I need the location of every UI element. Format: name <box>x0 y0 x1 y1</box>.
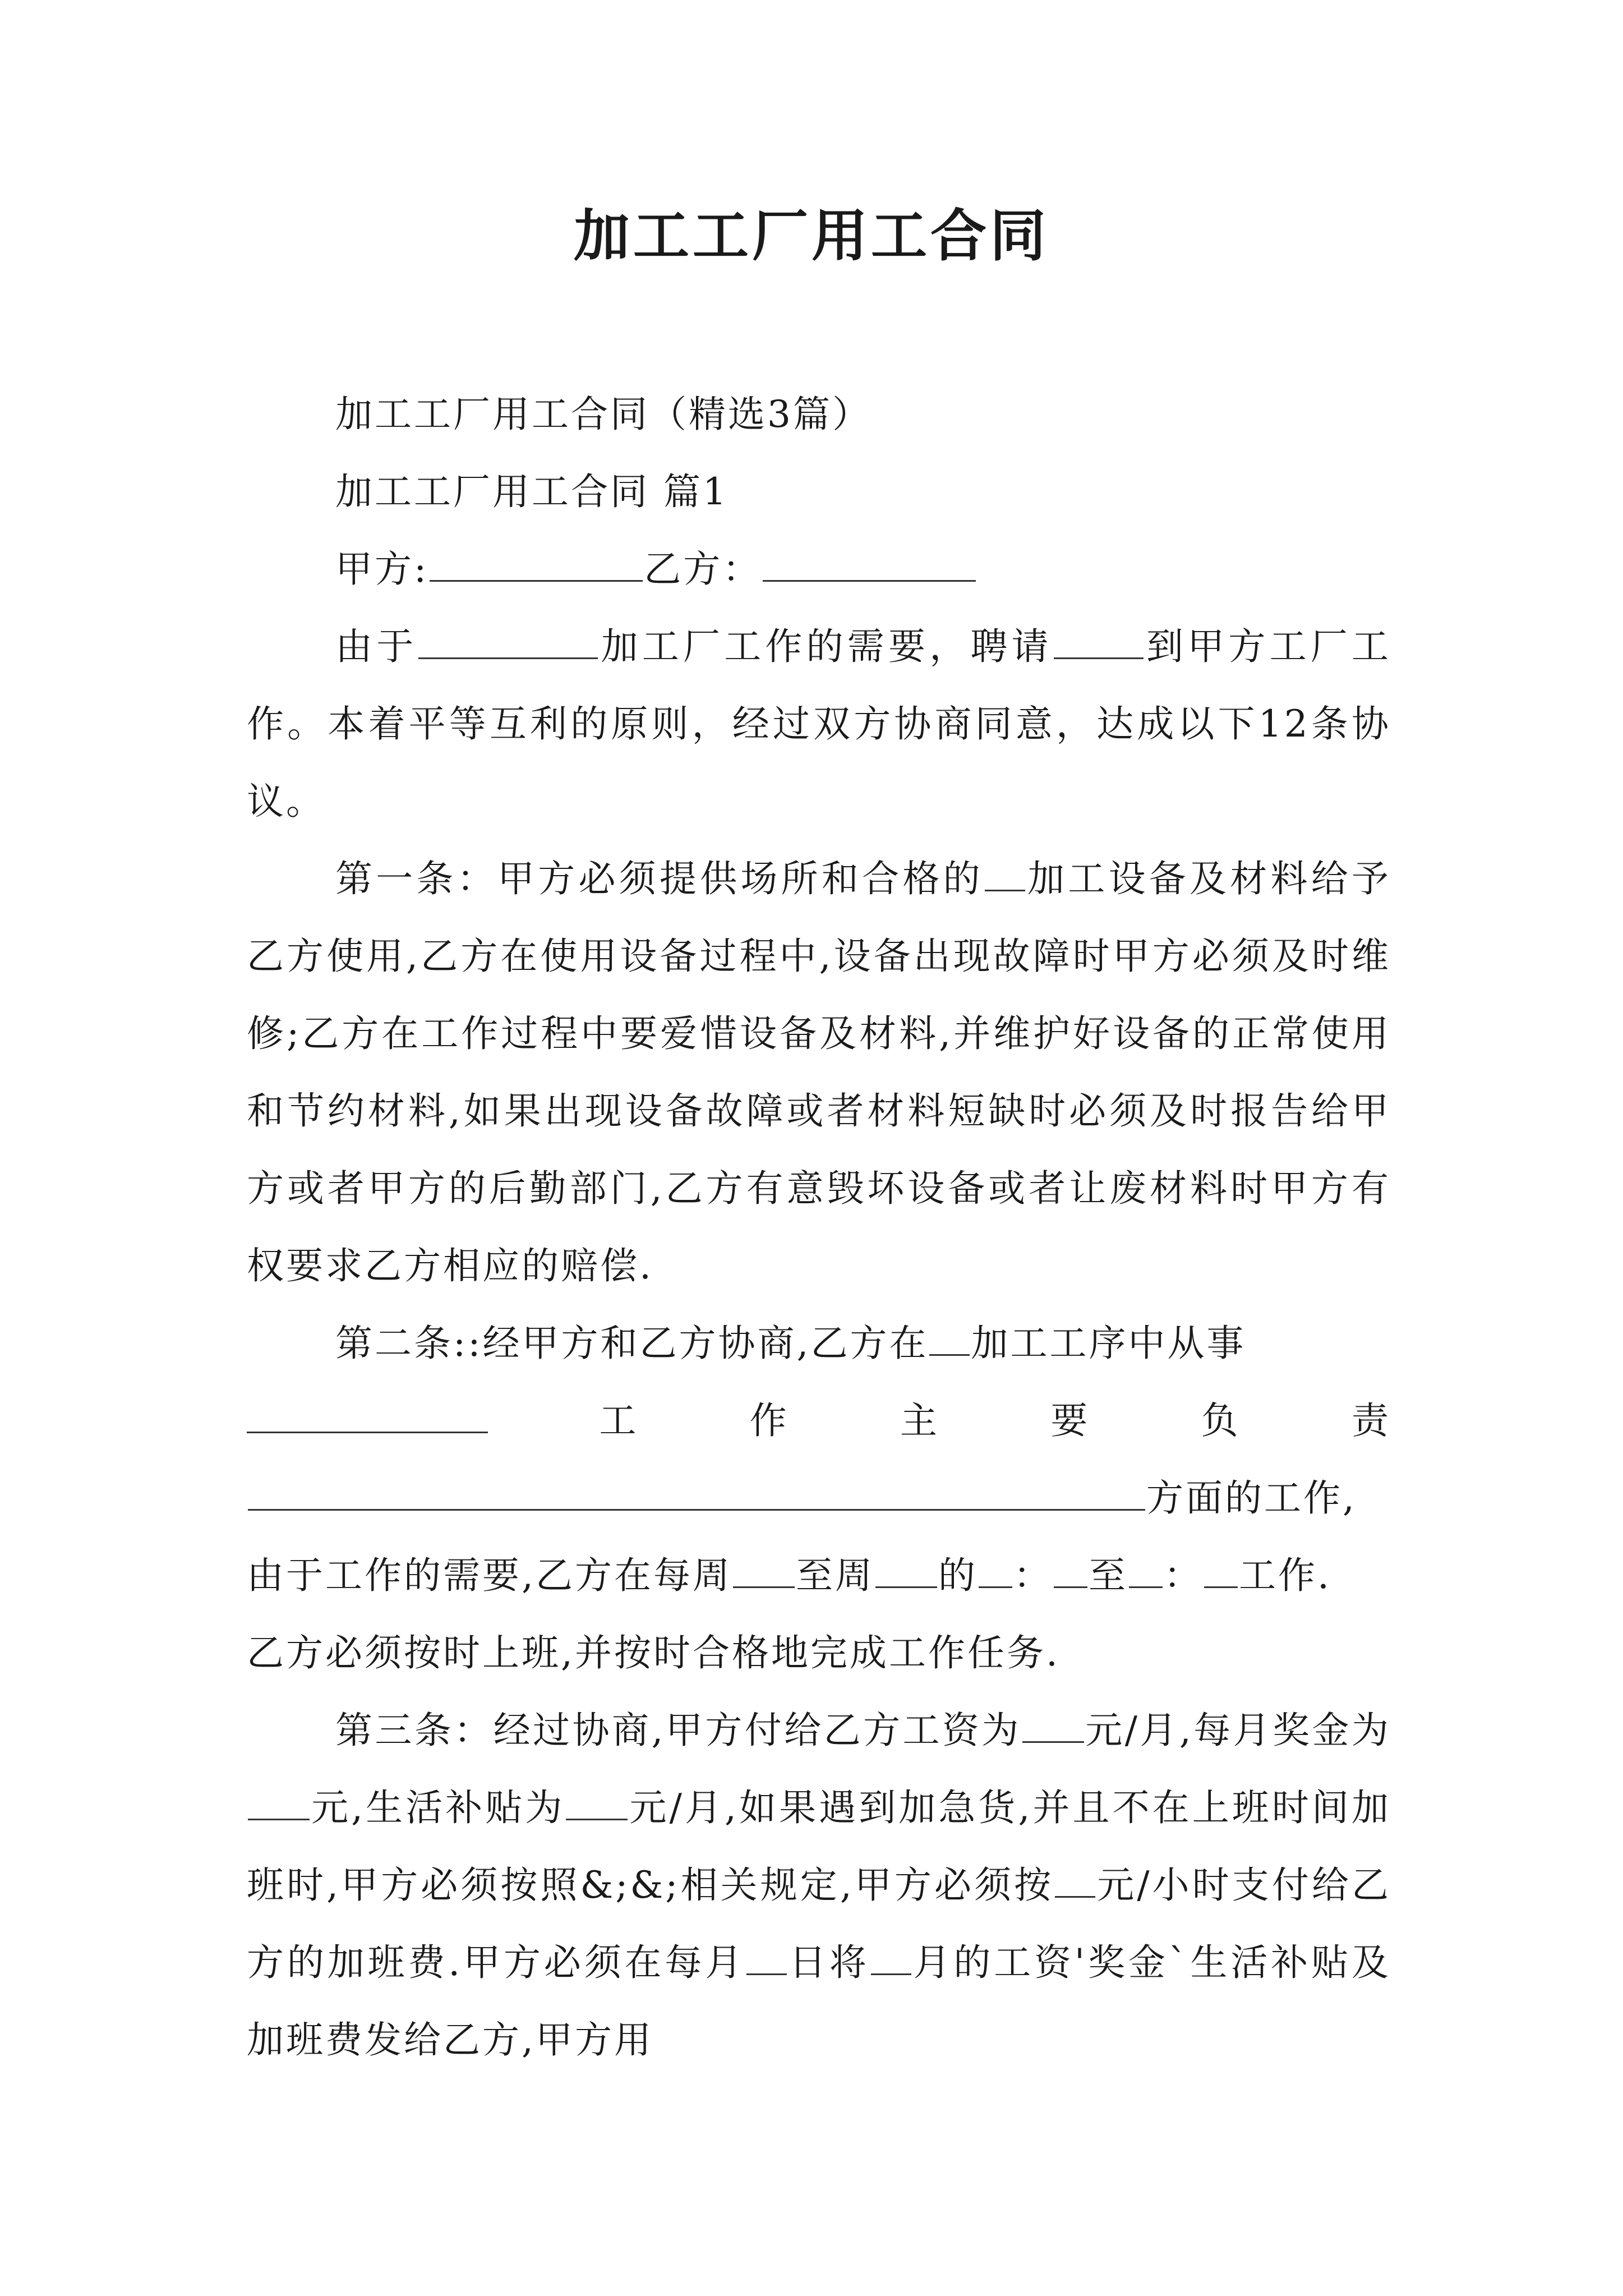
spread-word: 主 <box>900 1399 939 1442</box>
article-3-text-5: 元/小时支付给乙方的加班费.甲方必须在每月 <box>247 1864 1391 1984</box>
article-1-text-1: 第一条：甲方必须提供场所和合格的 <box>335 857 984 900</box>
article-2-text-11: 乙方必须按时上班,并按时合格地完成工作任务. <box>247 1631 1060 1674</box>
article-2-blank-2 <box>247 1397 488 1433</box>
article-2-text-3: 方面的工作, <box>1146 1476 1357 1520</box>
article-2-blank-3 <box>248 1474 1145 1511</box>
article-2-text-5: 至周 <box>795 1554 874 1597</box>
article-3-text-1: 第三条：经过协商,甲方付给乙方工资为 <box>335 1709 1021 1752</box>
article-3-blank-4 <box>1055 1861 1095 1898</box>
intro-text-1: 由于 <box>335 625 418 668</box>
intro-paragraph <box>247 608 1391 840</box>
article-3-blank-1 <box>1022 1706 1084 1743</box>
intro-blank-1 <box>418 623 598 659</box>
document-title: 加工工厂用工合同 <box>574 203 1049 269</box>
article-2-spread-line <box>247 1382 1391 1460</box>
article-3-text-7: 月的工资'奖金`生活补贴及加班费发给乙方,甲方用 <box>247 1941 1391 2062</box>
article-2-line-4 <box>247 1537 1391 1614</box>
article-2-line-5 <box>247 1614 1391 1692</box>
article-3-blank-6 <box>871 1939 911 1975</box>
spread-word: 作 <box>749 1399 789 1442</box>
article-2-line-1 <box>247 1305 1391 1382</box>
article-3-blank-2 <box>248 1784 310 1820</box>
article-2-text-8: 至 <box>1088 1554 1128 1597</box>
article-2-text-4: 由于工作的需要,乙方在每周 <box>247 1554 732 1597</box>
article-2-text-2: 加工工序中从事 <box>971 1322 1246 1365</box>
article-2-blank-1 <box>929 1319 970 1356</box>
article-2-text-7: ： <box>1013 1554 1053 1597</box>
article-3-text-3: 元,生活补贴为 <box>311 1786 565 1829</box>
subtitle-text: 加工工厂用工合同（精选3篇） <box>335 393 872 436</box>
article-2-blank-4 <box>733 1552 795 1588</box>
article-3 <box>247 1692 1391 2079</box>
parties-line <box>247 531 1391 608</box>
party-b-blank <box>763 545 976 582</box>
article-1-text-2: 加工设备及材料给予乙方使用,乙方在使用设备过程中,设备出现故障时甲方必须及时维修;乙方在工作过程中要爱惜设备及材料,并维护好设备的正常使用和节约材料,如果出现设备故障或者材料短缺时必须及时报告给甲方或者甲方的后勤部门,乙方有意毁坏设备或者让废材料时甲方有权要求乙方相应的赔偿. <box>247 857 1391 1287</box>
intro-text-2: 加工厂工作的需要，聘请 <box>599 625 1053 668</box>
article-1 <box>247 840 1391 1305</box>
article-2-line-3 <box>247 1460 1391 1537</box>
intro-blank-2 <box>1054 623 1144 659</box>
party-a-blank <box>430 545 643 582</box>
article-3-blank-3 <box>566 1784 628 1820</box>
article-2-blank-8 <box>1129 1552 1163 1588</box>
document-body <box>247 376 1391 2079</box>
article-2-text-10: 工作. <box>1238 1554 1331 1597</box>
article-3-text-2: 元/月,每月奖金为 <box>1085 1709 1391 1752</box>
spread-word: 责 <box>1351 1399 1391 1442</box>
article-2-text-6: 的 <box>938 1554 978 1597</box>
party-a-label: 甲方: <box>335 547 429 591</box>
article-2-blank-6 <box>979 1552 1012 1588</box>
article-2-text-9: ： <box>1163 1554 1203 1597</box>
article-2-blank-7 <box>1054 1552 1087 1588</box>
article-2-blank-9 <box>1204 1552 1238 1588</box>
article-3-text-6: 日将 <box>788 1941 870 1984</box>
subtitle <box>247 376 1391 453</box>
spread-word: 负 <box>1201 1399 1241 1442</box>
spread-word: 工 <box>599 1399 639 1442</box>
spread-word: 要 <box>1050 1399 1090 1442</box>
article-3-text-4: 元/月,如果遇到加急货,并且不在上班时间加班时,甲方必须按照&;&;相关规定,甲方必须按 <box>247 1786 1391 1907</box>
article-3-blank-5 <box>746 1939 787 1975</box>
part-heading <box>247 453 1391 531</box>
party-b-label: 乙方： <box>644 547 762 591</box>
intro-text-3: 到甲方工厂工作。本着平等互利的原则，经过双方协商同意，达成以下12条协议。 <box>247 625 1391 823</box>
article-2-blank-5 <box>875 1552 937 1588</box>
part-heading-text: 加工工厂用工合同 篇1 <box>335 470 728 513</box>
article-1-blank <box>985 855 1025 891</box>
article-2-text-1: 第二条::经甲方和乙方协商,乙方在 <box>335 1322 929 1365</box>
